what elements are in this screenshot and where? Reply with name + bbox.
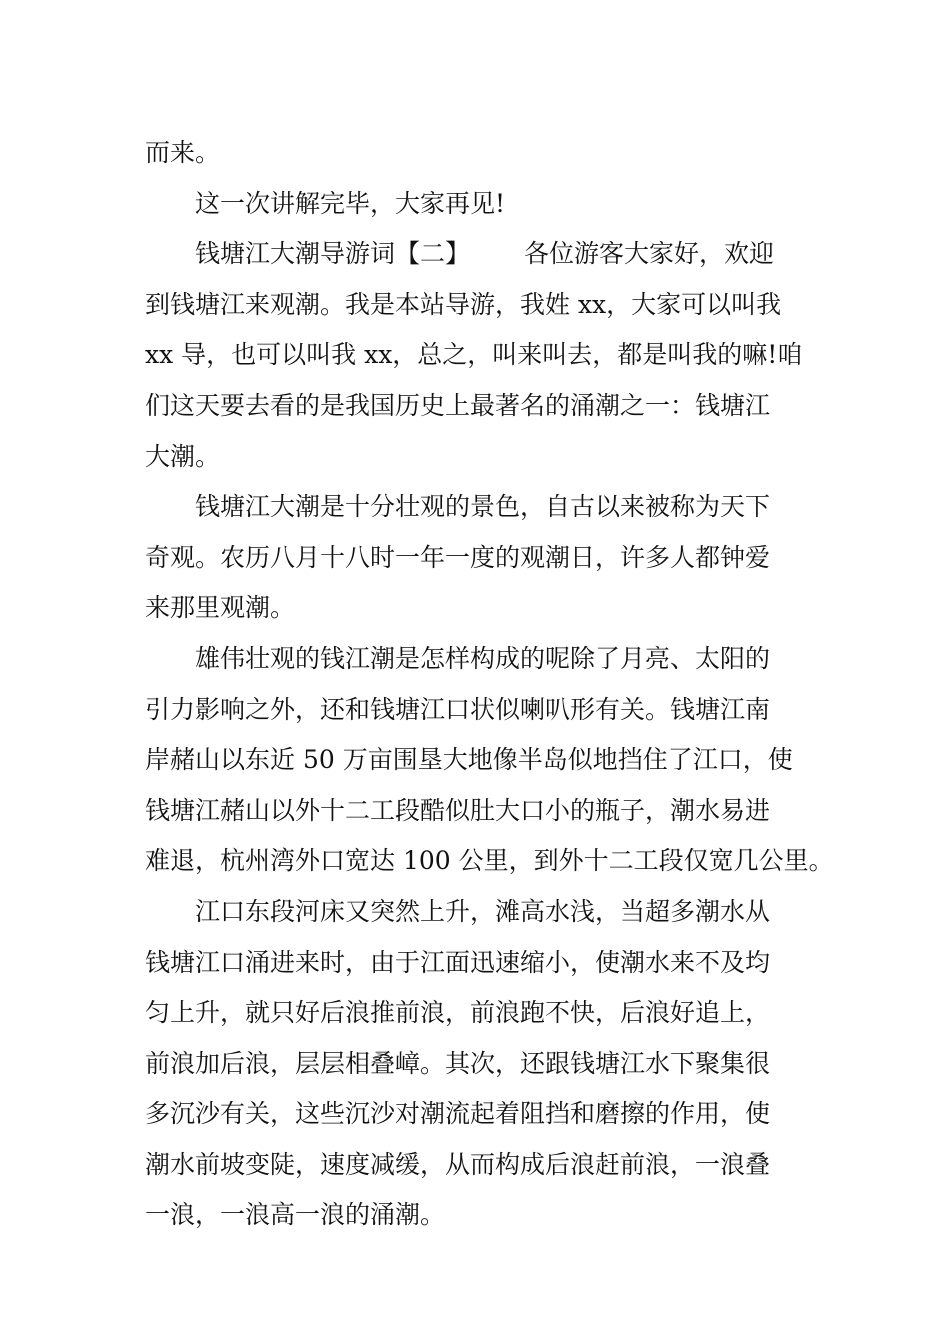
text-line: 钱塘江口涌进来时，由于江面迅速缩小，使潮水来不及均 [145,947,771,977]
text-line: 钱塘江大潮是十分壮观的景色，自古以来被称为天下 [195,492,771,522]
text-line: 一浪，一浪高一浪的涌潮。 [145,1200,446,1230]
text-line: 难退，杭州湾外口宽达 100 公里，到外十二工段仅宽几公里。 [145,846,834,876]
text-line: 钱塘江赭山以外十二工段酷似肚大口小的瓶子，潮水易进 [145,795,771,825]
document-body [145,128,834,1241]
section-title-line [145,229,820,280]
text-line: 雄伟壮观的钱江潮是怎样构成的呢除了月亮、太阳的 [195,643,771,673]
text-line: 各位游客大家好，欢迎 [524,239,775,269]
text-line: 大潮。 [145,441,221,471]
text-line: 岸赭山以东近 50 万亩围垦大地像半岛似地挡住了江口，使 [145,745,793,775]
text-line: 到钱塘江来观潮。我是本站导游，我姓 xx，大家可以叫我 [145,289,782,319]
text-line: 多沉沙有关，这些沉沙对潮流起着阻挡和磨擦的作用，使 [145,1099,771,1129]
section-title: 钱塘江大潮导游词【二】 [195,239,471,269]
text-line: 来那里观潮。 [145,593,296,623]
text-line: 匀上升，就只好后浪推前浪，前浪跑不快，后浪好追上， [145,998,771,1028]
text-line: 引力影响之外，还和钱塘江口状似喇叭形有关。钱塘江南 [145,694,771,724]
text-line: 前浪加后浪，层层相叠嶂。其次，还跟钱塘江水下聚集很 [145,1048,771,1078]
text-line: 而来。 [145,138,221,167]
text-line: 奇观。农历八月十八时一年一度的观潮日，许多人都钟爱 [145,542,771,572]
text-line: xx 导，也可以叫我 xx，总之，叫来叫去，都是叫我的嘛!咱 [145,340,803,370]
text-line: 江口东段河床又突然上升，滩高水浅，当超多潮水从 [195,896,771,926]
text-line: 这一次讲解完毕，大家再见! [195,188,506,218]
text-line: 潮水前坡变陡，速度减缓，从而构成后浪赶前浪，一浪叠 [145,1149,771,1179]
text-line: 们这天要去看的是我国历史上最著名的涌潮之一：钱塘江 [145,390,771,420]
